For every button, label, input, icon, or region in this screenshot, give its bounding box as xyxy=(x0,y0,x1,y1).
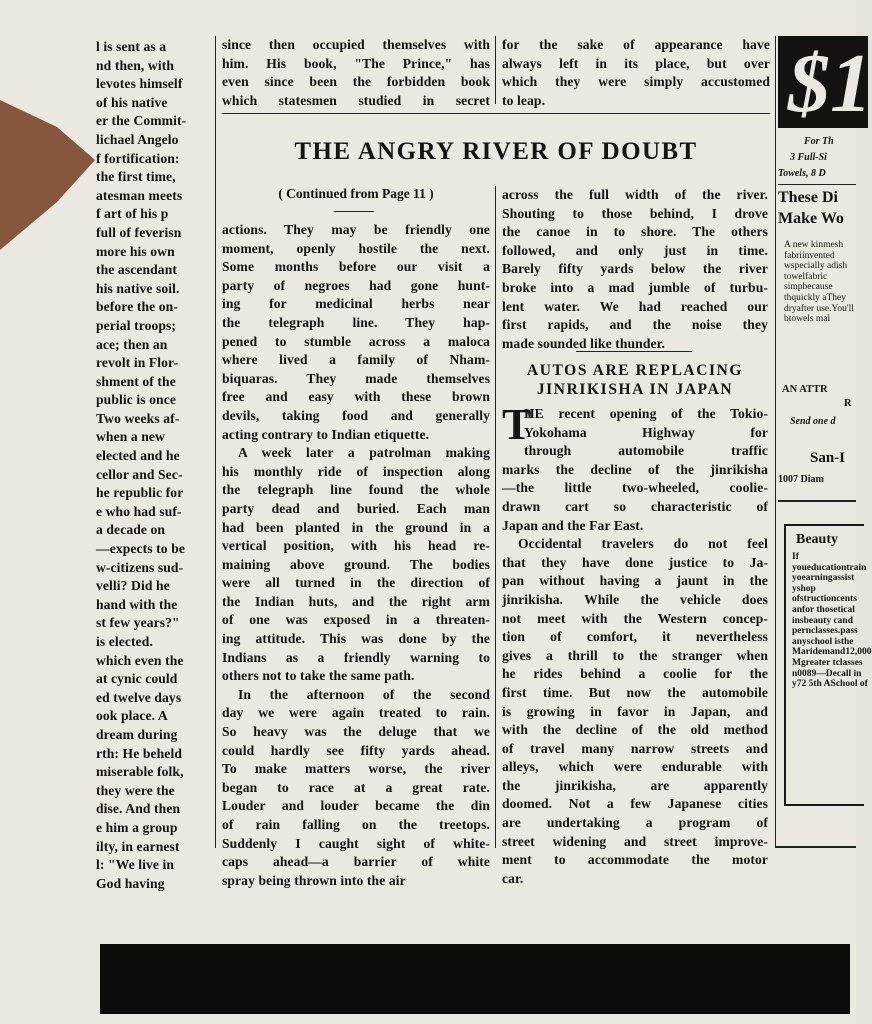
article-line: Suddenly I caught sight of white- xyxy=(222,835,490,851)
jinrikisha-article xyxy=(502,400,768,888)
fragment-line: his native soil. xyxy=(96,280,180,296)
article-line: began to race at a great rate. xyxy=(222,779,490,795)
article-line: Some months before our visit a xyxy=(222,259,490,275)
fragment-line: a decade on xyxy=(96,522,166,538)
article-line: street widening and street improve- xyxy=(502,833,768,849)
article-line: party of negroes had gone hunt- xyxy=(222,277,490,293)
column-divider-right xyxy=(775,36,776,848)
article-line: To make matters worse, the river xyxy=(222,761,490,777)
fragment-line: even since been the forbidden book xyxy=(222,74,490,90)
sub-headline-line-2: JINRIKISHA IN JAPAN xyxy=(536,381,734,398)
ad-line: A new kin xyxy=(784,240,824,250)
fragment-line: velli? Did he xyxy=(96,578,170,594)
article-line: doomed. Not a few Japanese cities xyxy=(502,796,768,812)
article-line: the jinrikisha, are apparently xyxy=(502,777,768,793)
ad-line: They dry xyxy=(784,292,847,314)
ad-line: 0089—De xyxy=(797,668,837,679)
article-right-column xyxy=(502,186,768,353)
fragment-line: hand with the xyxy=(96,596,178,612)
article-line: party dead and buried. Each man xyxy=(222,500,490,516)
article-middle-column xyxy=(222,221,490,890)
article-line: where lived a family of Nham- xyxy=(222,352,490,368)
fragment-line: st few years?" xyxy=(96,615,180,631)
article-line: first rapids, and the noise they xyxy=(502,317,768,333)
article-line: free and easy with these brown xyxy=(222,389,490,405)
fragment-line: f art of his p xyxy=(96,206,169,222)
article-line: Japan and the Far East. xyxy=(502,517,644,533)
fragment-line: ace; then an xyxy=(96,336,168,352)
article-line: So heavy was the deluge that we xyxy=(222,724,490,740)
article-line: car. xyxy=(502,870,524,886)
fragment-line: him. His book, "The Prince," has xyxy=(222,55,490,71)
fragment-line: Two weeks af- xyxy=(96,410,180,426)
ad-city: San-I xyxy=(810,450,846,466)
headline-rule-top xyxy=(222,113,770,114)
ad-line: beauty c xyxy=(803,615,838,626)
fragment-line: more his own xyxy=(96,243,175,259)
ad-line: towels mal xyxy=(788,314,831,325)
ad-towels-line: Towels, 8 D xyxy=(778,168,826,179)
fragment-line: full of feverisn xyxy=(96,224,182,240)
ad-line: classes. xyxy=(811,626,841,637)
article-line: actions. They may be friendly one xyxy=(222,222,490,237)
article-line: first time. But now the automobile xyxy=(502,684,768,700)
article-line: of travel many narrow streets and xyxy=(502,740,768,756)
article-line: HE recent opening of the Tokio- xyxy=(524,406,768,421)
article-line: vertical position, with his head re- xyxy=(222,538,490,554)
ad-line: dish towel xyxy=(784,261,848,282)
fragment-line: elected and he xyxy=(96,448,180,464)
article-line: is growing in favor in Japan, and xyxy=(502,703,768,719)
article-line: had been planted in the ground in a xyxy=(222,519,490,535)
ad-send-line: Send one d xyxy=(790,416,836,427)
fragment-line: ed twelve days xyxy=(96,689,182,705)
article-line: caps ahead—a barrier of white xyxy=(222,854,490,870)
ad-line: because th xyxy=(784,282,833,303)
ad-line: earning xyxy=(801,573,833,584)
article-line: the telegraph line found the whole xyxy=(222,482,490,498)
article-line: biquaras. They made themselves xyxy=(222,370,490,386)
ad-line: education xyxy=(806,562,847,573)
column-divider-mid xyxy=(495,186,496,848)
drop-cap: T xyxy=(502,400,532,449)
article-line: are undertaking a program of xyxy=(502,815,768,831)
article-line: A week later a patrolman making xyxy=(238,445,490,461)
ad-line: mesh fabri xyxy=(784,240,844,261)
article-line: not meet with the Western concep- xyxy=(502,610,768,626)
fragment-line: revolt in Flor- xyxy=(96,355,179,371)
fragment-line: er the Commit- xyxy=(96,113,187,129)
column-divider-top xyxy=(495,36,496,104)
article-line: of rain falling on the treetops. xyxy=(222,817,490,832)
fragment-line: e him a group xyxy=(96,819,178,835)
ad-head-2: Make Wo xyxy=(778,210,844,227)
article-line: Occidental travelers do not feel xyxy=(518,536,768,552)
continued-note: ( Continued from Page 11 ) xyxy=(278,186,434,201)
fragment-line: which even the xyxy=(96,652,184,668)
article-separator xyxy=(576,351,692,352)
sub-headline xyxy=(502,361,768,399)
fragment-line: levotes himself xyxy=(96,76,183,92)
fragment-line: f fortification: xyxy=(96,150,180,166)
article-line: spray being thrown into the air xyxy=(222,872,406,888)
article-line: Yokohama Highway for xyxy=(524,424,768,440)
beauty-ad-heading: Beauty xyxy=(796,532,838,547)
ad-line: and pern xyxy=(792,615,853,637)
ad-line: fabric simp xyxy=(784,271,828,293)
ad-description xyxy=(784,240,856,325)
fragment-line: which they were simply accustomed xyxy=(502,74,770,90)
article-line: the canoe in to shore. The others xyxy=(502,224,768,240)
fragment-line: he republic for xyxy=(96,485,184,501)
fragment-line: l: "We live in xyxy=(96,857,175,873)
ad-line: train yo xyxy=(792,562,867,584)
article-line: tion of comfort, it nevertheless xyxy=(502,629,768,645)
article-line: that they have done justice to Ja- xyxy=(502,554,768,570)
fragment-line: miserable folk, xyxy=(96,764,184,780)
fragment-line: w-citizens sud- xyxy=(96,559,184,575)
article-line: acting contrary to Indian etiquette. xyxy=(222,426,430,442)
article-line: followed, and only just in time. xyxy=(502,242,768,258)
article-line: were all turned in the direction of xyxy=(222,575,490,591)
fragment-line: —expects to be xyxy=(96,541,185,557)
ad-line: call in y xyxy=(792,668,862,690)
fragment-line: is elected. xyxy=(96,634,153,649)
black-border-band xyxy=(100,944,850,1014)
ad-line: for those xyxy=(802,604,838,615)
fragment-line: lichael Angelo xyxy=(96,131,179,147)
ad-line: cents an xyxy=(792,594,857,615)
sub-headline-line-1: AUTOS ARE REPLACING xyxy=(526,362,744,379)
fragment-line: to leap. xyxy=(502,92,546,108)
fragment-line: dream during xyxy=(96,726,178,742)
fragment-line: ilty, in earnest xyxy=(96,838,180,854)
ad-line: after use. xyxy=(796,303,832,314)
fragment-line: the first time, xyxy=(96,169,176,185)
ad-line: invented w xyxy=(784,250,835,272)
ad-line: School of xyxy=(830,679,868,690)
article-line: In the afternoon of the second xyxy=(238,686,490,702)
ad-line: 72 5th A xyxy=(796,679,831,690)
article-line: he rides behind a coolie for the xyxy=(502,666,768,682)
article-line: with the decline of the old method xyxy=(502,722,768,738)
article-line: could hardly see fifty yards ahead. xyxy=(222,742,490,758)
article-line: of one was exposed in a threaten- xyxy=(222,612,490,628)
fragment-line: before the on- xyxy=(96,299,178,315)
continued-rule xyxy=(334,211,374,212)
fragment-line: ook place. A xyxy=(96,708,168,724)
article-line: —the little two-wheeled, coolie- xyxy=(502,480,768,496)
article-line: Barely fifty yards below the river xyxy=(502,261,768,277)
article-line: others not to take the same path. xyxy=(222,668,415,684)
fragment-line: the ascendant xyxy=(96,262,177,278)
ad-attr-2: R xyxy=(844,398,852,409)
article-line: ing attitude. This was done by the xyxy=(222,631,490,647)
article-line: drawn cart so characteristic of xyxy=(502,498,768,514)
article-line: across the full width of the river. xyxy=(502,187,768,202)
ad-line: assist y xyxy=(792,573,855,594)
ad-rule-2 xyxy=(778,500,856,502)
article-line: the telegraph line. They hap- xyxy=(222,314,490,330)
ad-line: 12,000 M xyxy=(792,647,872,668)
ad-attr: AN ATTR xyxy=(782,384,828,395)
fragment-line: l is sent as a xyxy=(96,39,167,54)
column-divider-left xyxy=(215,36,216,848)
ad-address: 1007 Diam xyxy=(778,474,824,485)
ad-rule-1 xyxy=(778,184,856,185)
ad-head-1: These Di xyxy=(778,189,838,206)
fragment-line: for the sake of appearance have xyxy=(502,37,770,52)
article-line: marks the decline of the jinrikisha xyxy=(502,461,768,477)
ad-line: greater t xyxy=(800,657,836,668)
ad-bottom-rule xyxy=(775,846,856,848)
article-headline: THE ANGRY RIVER OF DOUBT xyxy=(294,138,698,165)
left-column-fragment xyxy=(96,38,210,893)
article-line: broke into a mad jumble of turbu- xyxy=(502,279,768,295)
fragment-line: they were the xyxy=(96,782,175,798)
article-line: Louder and louder became the din xyxy=(222,798,490,814)
ad-line: the Mari xyxy=(792,636,854,658)
article-line: made sounded like thunder. xyxy=(502,335,666,351)
fragment-line: nd then, with xyxy=(96,57,174,73)
ad-line: struction xyxy=(799,594,837,605)
fragment-line: public is once xyxy=(96,392,176,408)
article-line: alleys, which were endurable with xyxy=(502,759,768,775)
ad-line: school is xyxy=(806,636,841,647)
ad-line: quickly a xyxy=(791,292,827,303)
ad-line: tical ins xyxy=(792,604,855,626)
fragment-line: since then occupied themselves with xyxy=(222,37,490,52)
ad-full-line: 3 Full-Si xyxy=(790,152,827,163)
article-line: pened to stumble across a maloca xyxy=(222,333,490,349)
fragment-line: perial troops; xyxy=(96,317,177,333)
ad-price-block: $1 xyxy=(778,36,868,128)
ad-for-line: For Th xyxy=(804,136,834,147)
article-line: gives a thrill to the stranger when xyxy=(502,647,768,663)
fragment-line: e who had suf- xyxy=(96,503,182,519)
article-line: pan without having a jaunt in the xyxy=(502,573,768,589)
ad-line: specially a xyxy=(790,261,832,272)
fragment-line: at cynic could xyxy=(96,671,178,687)
article-line: the Indian huts, and the right arm xyxy=(222,593,490,609)
article-line: Shouting to those behind, I drove xyxy=(502,205,768,221)
fragment-line: dise. And then xyxy=(96,801,181,817)
article-line: devils, taking food and generally xyxy=(222,407,490,423)
fragment-line: when a new xyxy=(96,429,165,445)
article-line: jinrikisha. While the vehicle does xyxy=(502,591,768,607)
ad-line: shop of xyxy=(792,583,816,605)
ad-line: You'll b xyxy=(784,303,854,325)
article-line: Indians as a friendly warning to xyxy=(222,649,490,665)
page-fold-shadow xyxy=(0,100,95,250)
fragment-line: atesman meets xyxy=(96,187,183,203)
article-line: day we were again treated to rain. xyxy=(222,705,490,721)
article-line: ing for medicinal herbs near xyxy=(222,296,490,312)
fragment-line: of his native xyxy=(96,94,168,110)
article-line: maining above ground. The bodies xyxy=(222,556,490,572)
fragment-line: shment of the xyxy=(96,373,176,389)
article-line: moment, openly hostile the next. xyxy=(222,240,490,256)
top-middle-fragment xyxy=(222,36,490,110)
article-line: his monthly ride of inspection along xyxy=(222,463,490,479)
fragment-line: always left in its place, but over xyxy=(502,55,770,71)
fragment-line: cellor and Sec- xyxy=(96,466,183,482)
ad-line: classes n xyxy=(792,657,863,679)
top-right-fragment xyxy=(502,36,770,110)
article-line: through automobile traffic xyxy=(524,443,768,459)
article-line: lent water. We had reached our xyxy=(502,298,768,314)
ad-line: pass any xyxy=(792,626,858,647)
beauty-school-ad xyxy=(784,524,872,806)
ad-line: If you xyxy=(792,552,807,573)
ad-line: demand xyxy=(812,647,846,658)
article-line: ment to accommodate the motor xyxy=(502,852,768,868)
fragment-line: which statesmen studied in secret xyxy=(222,92,490,108)
fragment-line: God having xyxy=(96,875,165,891)
beauty-ad-text xyxy=(792,552,871,690)
fragment-line: rth: He beheld xyxy=(96,745,182,761)
